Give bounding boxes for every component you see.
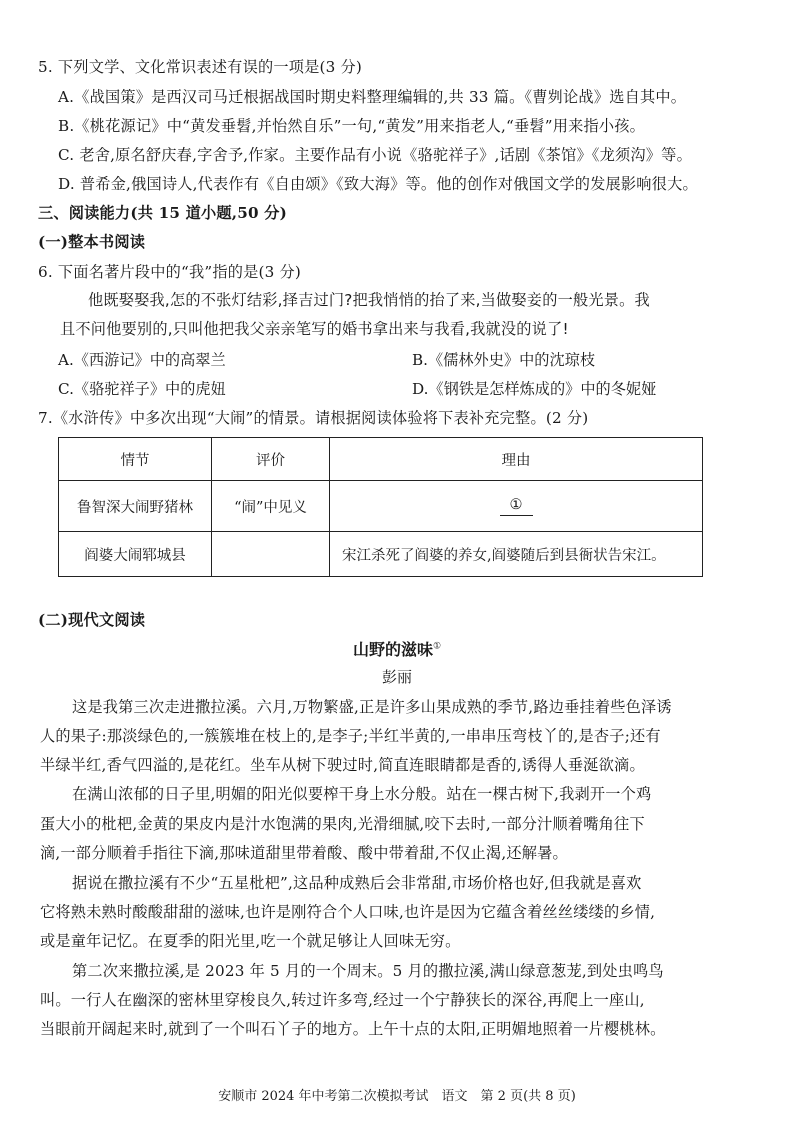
article-line: 当眼前开阔起来时,就到了一个叫石丫子的地方。上午十点的太阳,正明媚地照着一片樱桃林。 [40,1020,666,1038]
table-cell: “闹”中见义 [212,481,330,532]
answer-blank-cell [330,481,703,532]
q5-stem: 5. 下列文学、文化常识表述有误的一项是(3 分) [38,58,363,76]
table-cell: 鲁智深大闹野猪林 [59,481,212,532]
q5-option-d: D. 普希金,俄国诗人,代表作有《自由颂》《致大海》等。他的创作对俄国文学的发展影响很大。 [58,175,698,193]
q7-table [58,437,703,577]
table-cell: 宋江杀死了阎婆的养女,阎婆随后到县衙状告宋江。 [330,532,703,577]
article-line: 或是童年记忆。在夏季的阳光里,吃一个就足够让人回味无穷。 [40,932,461,950]
article-line: 人的果子:那淡绿色的,一簇簇堆在枝上的,是李子;半红半黄的,一串串压弯枝丫的,是杏子;还有 [40,727,661,745]
section-3-heading: 三、阅读能力(共 15 道小题,50 分) [38,204,288,222]
answer-blank-1: ① [500,497,533,516]
article-line: 据说在撒拉溪有不少“五星枇杷”,这品种成熟后会非常甜,市场价格也好,但我就是喜欢 [72,874,642,892]
footnote-marker: ① [432,641,442,652]
table-header-cell: 情节 [59,438,212,481]
subsection-2-heading: (二)现代文阅读 [38,611,146,629]
q7-stem: 7.《水浒传》中多次出现“大闹”的情景。请根据阅读体验将下表补充完整。(2 分) [38,409,589,427]
table-header-cell: 理由 [330,438,703,481]
q6-option-c: C.《骆驼祥子》中的虎妞 [58,380,226,398]
article-line: 叫。一行人在幽深的密林里穿梭良久,转过许多弯,经过一个宁静狭长的深谷,再爬上一座山, [40,991,645,1009]
article-line: 它将熟未熟时酸酸甜甜的滋味,也许是刚符合个人口味,也许是因为它蕴含着丝丝缕缕的乡情, [40,903,656,921]
table-row [59,481,703,532]
q6-stem: 6. 下面名著片段中的“我”指的是(3 分) [38,263,302,281]
table-header-row [59,438,703,481]
article-line: 蛋大小的枇杷,金黄的果皮内是汁水饱满的果肉,光滑细腻,咬下去时,一部分汁顺着嘴角往下 [40,815,645,833]
table-header-cell: 评价 [212,438,330,481]
subsection-1-heading: (一)整本书阅读 [38,233,146,251]
q5-option-a: A.《战国策》是西汉司马迁根据战国时期史料整理编辑的,共 33 篇。《曹刿论战》选自其中。 [58,88,687,106]
article-line: 这是我第三次走进撒拉溪。六月,万物繁盛,正是许多山果成熟的季节,路边垂挂着些色泽诱 [72,698,672,716]
article-author: 彭丽 [381,668,412,686]
table-cell: 阎婆大闹郓城县 [59,532,212,577]
q6-quote-line-1: 他既娶娶我,怎的不张灯结彩,择吉过门?把我悄悄的抬了来,当做娶妾的一般光景。我 [88,291,650,309]
page-footer: 安顺市 2024 年中考第二次模拟考试 语文 第 2 页(共 8 页) [218,1089,576,1104]
q6-option-b: B.《儒林外史》中的沈琼枝 [412,351,596,369]
q6-option-d: D.《钢铁是怎样炼成的》中的冬妮娅 [412,380,657,398]
q5-option-b: B.《桃花源记》中“黄发垂髫,并怡然自乐”一句,“黄发”用来指老人,“垂髫”用来指小孩。 [58,117,646,135]
q5-option-c: C. 老舍,原名舒庆春,字舍予,作家。主要作品有小说《骆驼祥子》,话剧《茶馆》《龙须沟》等。 [58,146,692,164]
article-line: 半绿半红,香气四溢的,是花红。坐车从树下驶过时,简直连眼睛都是香的,诱得人垂涎欲滴。 [40,756,645,774]
q6-option-a: A.《西游记》中的高翠兰 [58,351,226,369]
article-line: 在满山浓郁的日子里,明媚的阳光似要榨干身上水分般。站在一棵古树下,我剥开一个鸡 [72,785,652,803]
table-row [59,532,703,577]
article-title: 山野的滋味① [352,640,442,659]
q6-quote-line-2: 且不问他要别的,只叫他把我父亲亲笔写的婚书拿出来与我看,我就没的说了! [60,320,569,338]
article-line: 第二次来撒拉溪,是 2023 年 5 月的一个周末。5 月的撒拉溪,满山绿意葱茏,到处虫鸣鸟 [72,962,664,980]
article-line: 滴,一部分顺着手指往下滴,那味道甜里带着酸、酸中带着甜,不仅止渴,还解暑。 [40,844,568,862]
table-cell [212,532,330,577]
